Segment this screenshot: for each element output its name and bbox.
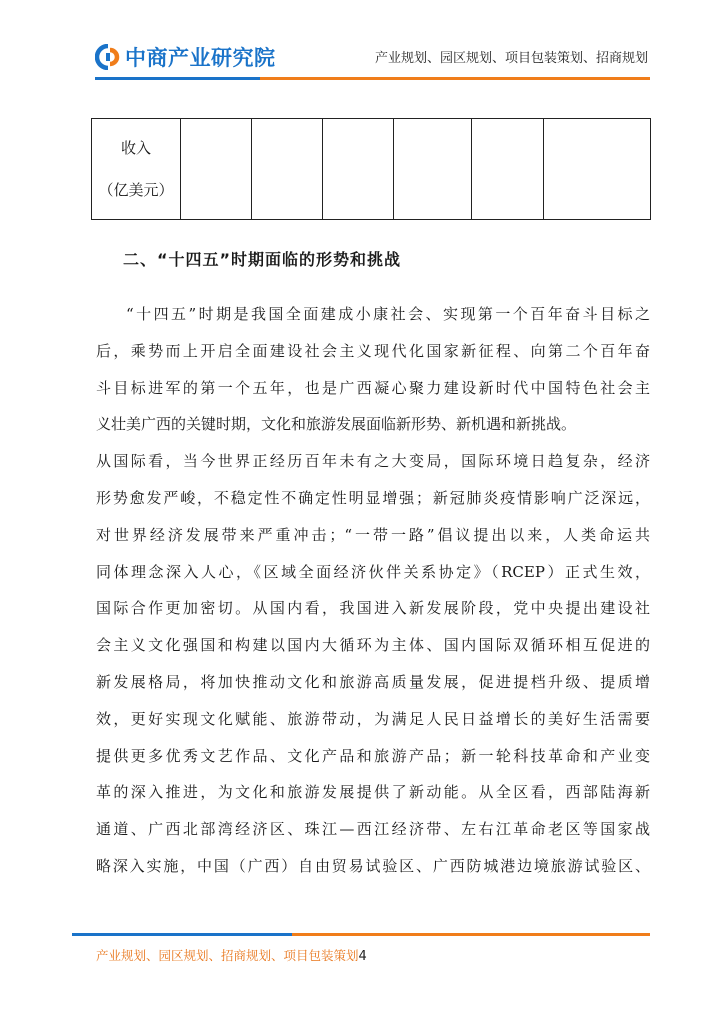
table-cell bbox=[252, 119, 323, 220]
footer-rule-orange bbox=[292, 933, 650, 936]
table-cell bbox=[181, 119, 252, 220]
table-cell bbox=[544, 119, 651, 220]
logo-icon bbox=[95, 44, 121, 70]
text-line: 提供更多优秀文艺作品、文化产品和旅游产品；新一轮科技革命和产业变 bbox=[96, 746, 650, 765]
text-line: 新发展格局，将加快推动文化和旅游高质量发展，促进提档升级、提质增 bbox=[96, 672, 650, 691]
page-footer bbox=[96, 946, 367, 964]
data-table bbox=[91, 118, 651, 220]
body-paragraph bbox=[96, 296, 650, 885]
text-line: 从国际看，当今世界正经历百年未有之大变局，国际环境日趋复杂，经济 bbox=[96, 452, 650, 471]
text-line: 对世界经济发展带来严重冲击；“一带一路”倡议提出以来，人类命运共 bbox=[96, 525, 650, 544]
text-line: 革的深入推进，为文化和旅游发展提供了新动能。从全区看，西部陆海新 bbox=[96, 783, 650, 802]
text-line: 效，更好实现文化赋能、旅游带动，为满足人民日益增长的美好生活需要 bbox=[96, 709, 650, 728]
page-number: 4 bbox=[358, 949, 367, 964]
text-line: 形势愈发严峻，不稳定性不确定性明显增强；新冠肺炎疫情影响广泛深远， bbox=[96, 488, 650, 507]
table-row bbox=[92, 119, 651, 220]
logo-text: 中商产业研究院 bbox=[125, 46, 276, 70]
table-cell bbox=[323, 119, 394, 220]
text-line: 斗目标进军的第一个五年，也是广西凝心聚力建设新时代中国特色社会主 bbox=[96, 378, 650, 397]
header-rule-blue bbox=[95, 77, 260, 80]
brand-logo bbox=[95, 40, 276, 74]
table-row-label bbox=[92, 119, 181, 220]
section-title: 二、“十四五”时期面临的形势和挑战 bbox=[123, 250, 402, 269]
text-line: 会主义文化强国和构建以国内大循环为主体、国内国际双循环相互促进的 bbox=[96, 636, 650, 655]
footer-rule-blue bbox=[72, 933, 292, 936]
text-line: 通道、广西北部湾经济区、珠江—西江经济带、左右江革命老区等国家战 bbox=[96, 820, 650, 839]
table-cell bbox=[472, 119, 544, 220]
footer-text: 产业规划、园区规划、招商规划、项目包装策划 bbox=[96, 948, 359, 963]
row-label-line2: （亿美元） bbox=[98, 181, 174, 199]
page-header bbox=[0, 0, 724, 90]
text-line: 义壮美广西的关键时期，文化和旅游发展面临新形势、新机遇和新挑战。 bbox=[96, 415, 577, 434]
text-line: “十四五”时期是我国全面建成小康社会、实现第一个百年奋斗目标之 bbox=[126, 305, 650, 323]
text-line: 后，乘势而上开启全面建设社会主义现代化国家新征程、向第二个百年奋 bbox=[96, 341, 650, 360]
header-tagline: 产业规划、园区规划、项目包装策划、招商规划 bbox=[374, 51, 648, 66]
table-cell bbox=[394, 119, 472, 220]
row-label-line1: 收入 bbox=[120, 139, 151, 157]
header-rule-orange bbox=[260, 77, 650, 80]
text-line: 略深入实施，中国（广西）自由贸易试验区、广西防城港边境旅游试验区、 bbox=[96, 856, 650, 875]
text-line: 国际合作更加密切。从国内看，我国进入新发展阶段，党中央提出建设社 bbox=[96, 599, 650, 618]
text-line: 同体理念深入人心，《区域全面经济伙伴关系协定》（RCEP）正式生效， bbox=[96, 562, 650, 581]
